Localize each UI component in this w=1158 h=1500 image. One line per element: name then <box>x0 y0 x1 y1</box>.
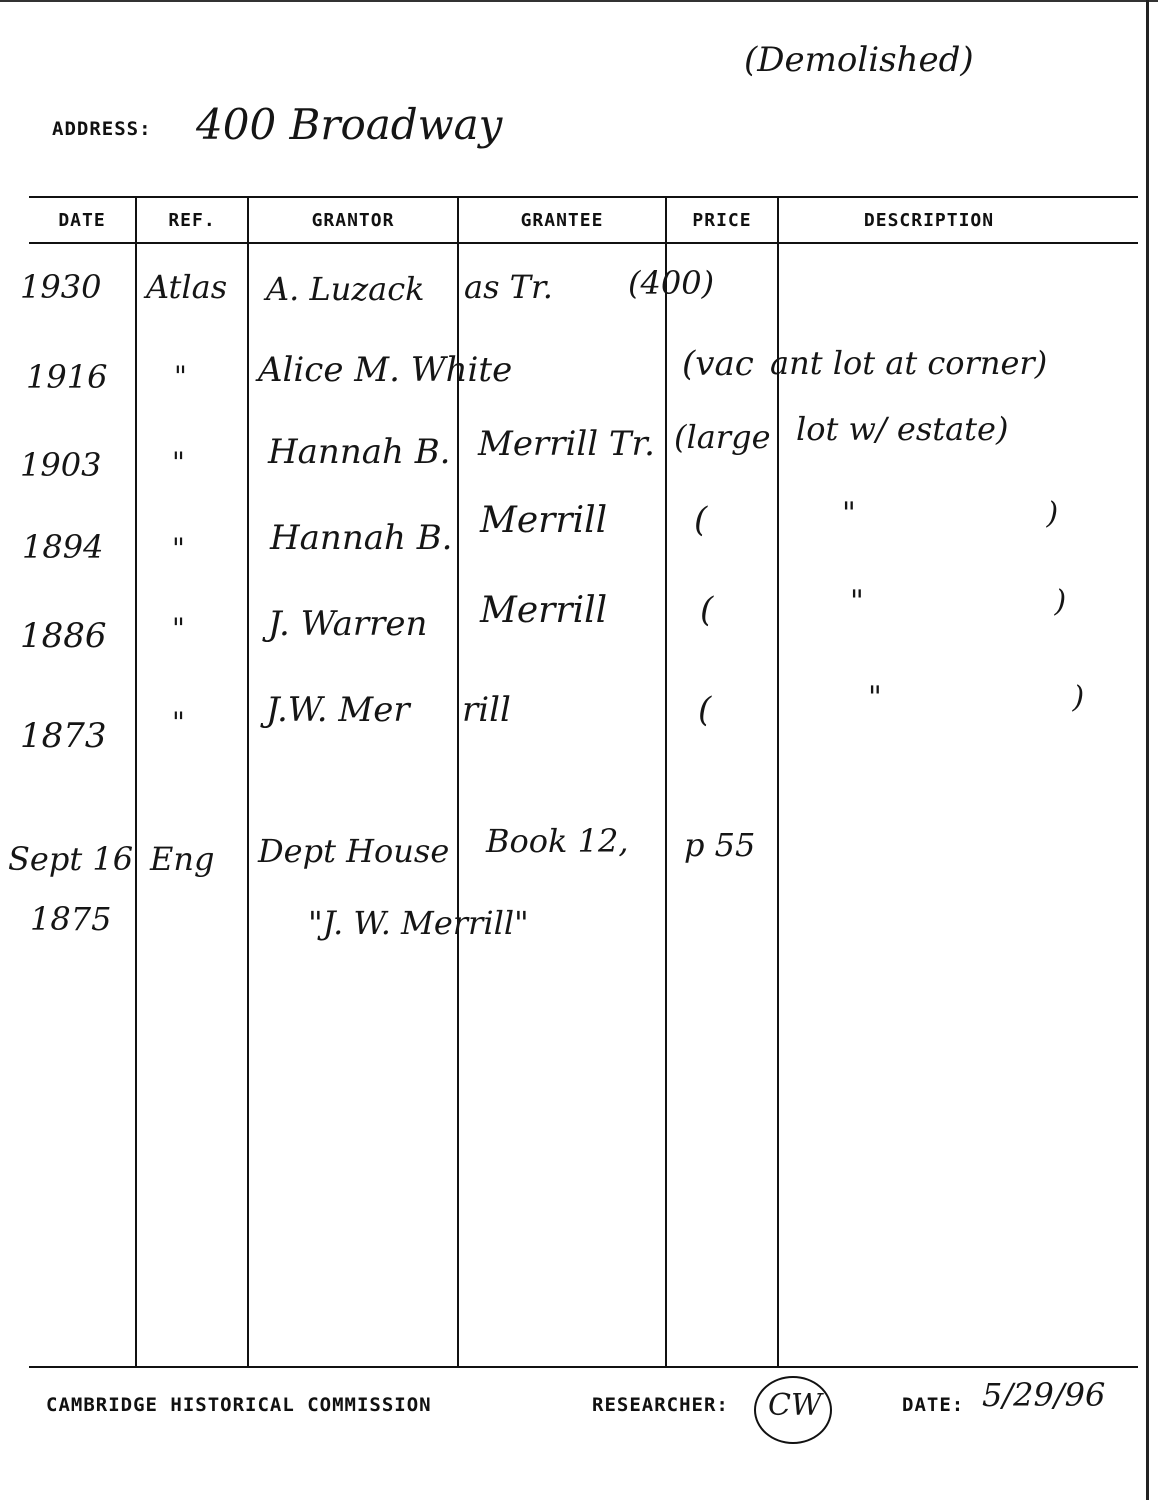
row-1916-price: (vac <box>682 344 754 384</box>
row-1873-description: " ) <box>868 680 1085 715</box>
row-1916-grantor: Alice M. White <box>258 350 513 390</box>
column-divider-ref-grantor <box>247 196 249 1368</box>
demolished-note: (Demolished) <box>744 40 974 80</box>
column-divider-grantee-price <box>665 196 667 1368</box>
table-bottom-rule <box>29 1366 1138 1368</box>
row-1894-description: " ) <box>842 496 1059 531</box>
extra-entry-grantee: Book 12, <box>486 822 629 860</box>
row-1873-grantee: rill <box>462 690 511 730</box>
row-1930-price: (400) <box>628 264 715 302</box>
row-1886-price: ( <box>700 590 714 630</box>
row-1894-date: 1894 <box>22 528 104 566</box>
row-1873-price: ( <box>698 690 712 730</box>
date-value: 5/29/96 <box>982 1376 1106 1414</box>
extra-entry-quote: "J. W. Merrill" <box>308 904 529 942</box>
header-ref: REF. <box>168 210 216 231</box>
footer-org: CAMBRIDGE HISTORICAL COMMISSION <box>46 1394 432 1416</box>
header-description: DESCRIPTION <box>863 210 995 231</box>
row-1903-price: (large <box>674 418 771 456</box>
row-1930-grantee: as Tr. <box>464 268 553 306</box>
header-price: PRICE <box>692 210 752 231</box>
card-top-edge <box>0 0 1158 14</box>
row-1903-grantor: Hannah B. <box>268 432 451 472</box>
card-right-edge <box>1146 0 1158 1500</box>
row-1894-ref: " <box>172 532 185 565</box>
extra-entry-ref: Eng <box>150 840 215 878</box>
row-1873-grantor: J.W. Mer <box>266 690 410 730</box>
row-1886-ref: " <box>172 612 185 645</box>
column-divider-date-ref <box>135 196 137 1368</box>
address-label: ADDRESS: <box>52 118 152 140</box>
researcher-label: RESEARCHER: <box>592 1394 729 1416</box>
extra-entry-price: p 55 <box>684 826 756 864</box>
date-label: DATE: <box>902 1394 965 1416</box>
row-1903-grantee: Merrill Tr. <box>478 424 655 464</box>
table-header-rule <box>29 242 1138 244</box>
address-value: 400 Broadway <box>196 100 503 149</box>
researcher-initials: CW <box>768 1388 822 1423</box>
row-1930-grantor: A. Luzack <box>266 270 425 308</box>
row-1894-grantee: Merrill <box>480 500 608 541</box>
row-1916-description: ant lot at corner) <box>770 344 1048 382</box>
row-1903-date: 1903 <box>20 446 102 484</box>
row-1886-grantor: J. Warren <box>268 604 428 644</box>
row-1930-date: 1930 <box>20 268 102 306</box>
row-1903-description: lot w/ estate) <box>796 410 1009 448</box>
header-date: DATE <box>58 210 106 231</box>
extra-entry-grantor: Dept House <box>258 832 450 870</box>
table-top-rule <box>29 196 1138 198</box>
row-1930-ref: Atlas <box>146 268 228 306</box>
row-1894-grantor: Hannah B. <box>270 518 453 558</box>
row-1894-price: ( <box>694 500 708 540</box>
row-1873-date: 1873 <box>20 716 107 756</box>
row-1903-ref: " <box>172 446 185 479</box>
extra-entry-date-line1: Sept 16 <box>8 840 134 878</box>
row-1886-grantee: Merrill <box>480 590 608 631</box>
header-grantor: GRANTOR <box>311 210 395 231</box>
row-1916-date: 1916 <box>26 358 108 396</box>
row-1916-ref: " <box>174 360 187 393</box>
extra-entry-date-line2: 1875 <box>30 900 112 938</box>
row-1873-ref: " <box>172 706 185 739</box>
row-1886-date: 1886 <box>20 616 107 656</box>
row-1886-description: " ) <box>850 584 1067 619</box>
header-grantee: GRANTEE <box>520 210 604 231</box>
